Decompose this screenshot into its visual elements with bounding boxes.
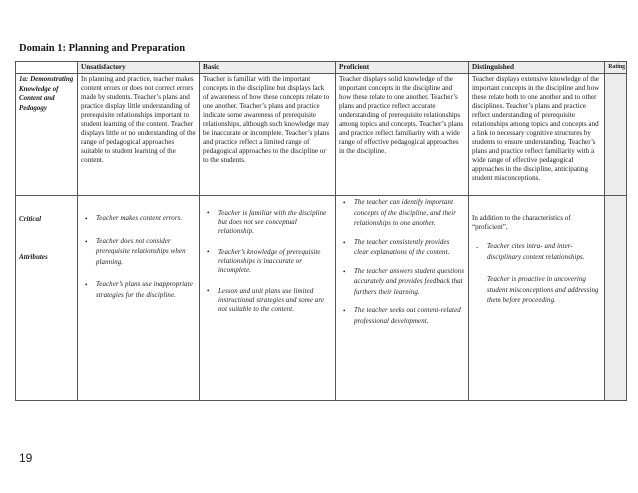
list-item: Teacher is proactive in uncovering student misconceptions and addressing them before proceeding. — [487, 276, 599, 305]
rating-cell-component[interactable] — [605, 74, 627, 196]
list-item: • The teacher answers student questions accurately and provides feedback that furthers their learning. — [343, 267, 465, 296]
list-item: • Lesson and unit plans use limited instructional strategies and some are not suitable to the content. — [207, 287, 325, 314]
rubric-table — [15, 61, 627, 401]
cell-basic: Teacher is familiar with the important concepts in the discipline but displays lack of awareness of how these concepts relate to one another. Teacher’s plans and practice indicate some awareness of prerequisite relationships, although such knowledge may be inaccurate or incomplete. Teacher’s plans and practice reflect a limited range of pedagogical approaches to the discipline or to the students. — [200, 74, 336, 196]
list-item: • Teacher’s knowledge of prerequisite relationships is inaccurate or incomplete. — [207, 248, 321, 275]
list-item: • The teacher can identify important concepts of the discipline, and their relationships to one another. — [343, 199, 457, 228]
attributes-label — [16, 196, 78, 401]
distinguished-intro: In addition to the characteristics of “proficient”, — [472, 214, 571, 232]
attributes-distinguished — [469, 196, 605, 401]
attributes-basic — [200, 196, 336, 401]
list-item: • Teacher is familiar with the discipline but does not see conceptual relationship. — [207, 209, 327, 236]
col-header-proficient: Proficient — [336, 62, 469, 74]
cell-unsatisfactory: In planning and practice, teacher makes content errors or does not correct errors made by students. Teacher’s plans and practice display little understanding of prerequisite relationships important to student learning of the content. Teacher displays little or no understanding of the range of pedagogical approaches suitable to student learning of the content. — [78, 74, 200, 196]
attributes-label-line2: Attributes — [19, 253, 48, 262]
list-item: • Teacher’s plans use inappropriate strategies for the discipline. — [85, 281, 193, 299]
col-header-unsatisfactory: Unsatisfactory — [78, 62, 200, 74]
header-blank-cell — [16, 62, 78, 74]
list-item: • The teacher consistently provides clear explanations of the content. — [343, 238, 450, 257]
list-item: • The teacher seeks out content-related professional development. — [343, 307, 461, 325]
attributes-proficient — [336, 196, 469, 401]
page-number: 19 — [19, 451, 33, 465]
list-item: • Teacher makes content errors. — [85, 215, 183, 224]
attributes-row — [16, 196, 627, 401]
list-item: - Teacher cites intra- and inter-disciplinary content relationships. — [476, 243, 585, 261]
cell-distinguished: Teacher displays extensive knowledge of the important concepts in the discipline and how these relate both to one another and to other disciplines. Teacher’s plans and practice reflect understanding of prerequisite relationships among topics and concepts and a link to necessary cognitive structures by students to ensure understanding. Teacher’s plans and practice reflect familiarity with a wide range of effective pedagogical approaches in the discipline, anticipating student misconceptions. — [469, 74, 605, 196]
header-row — [16, 62, 627, 74]
rating-cell-attributes[interactable] — [605, 196, 627, 401]
col-header-rating: Rating — [605, 62, 627, 74]
component-label: 1a: Demonstrating Knowledge of Content and Pedagogy — [16, 74, 78, 196]
component-row — [16, 74, 627, 196]
cell-proficient: Teacher displays solid knowledge of the important concepts in the discipline and how these relate to one another. Teacher’s plans and practice reflect accurate understanding of prerequisite relationships among topics and concepts. Teacher’s plans and practice reflect familiarity with a wide range of effective pedagogical approaches in the discipline. — [336, 74, 469, 196]
attributes-label-line1: Critical — [19, 215, 42, 224]
col-header-basic: Basic — [200, 62, 336, 74]
page-heading: Domain 1: Planning and Preparation — [19, 43, 186, 54]
col-header-distinguished: Distinguished — [469, 62, 605, 74]
list-item: • Teacher does not consider prerequisite relationships when planning. — [85, 237, 186, 266]
attributes-unsatisfactory — [78, 196, 200, 401]
